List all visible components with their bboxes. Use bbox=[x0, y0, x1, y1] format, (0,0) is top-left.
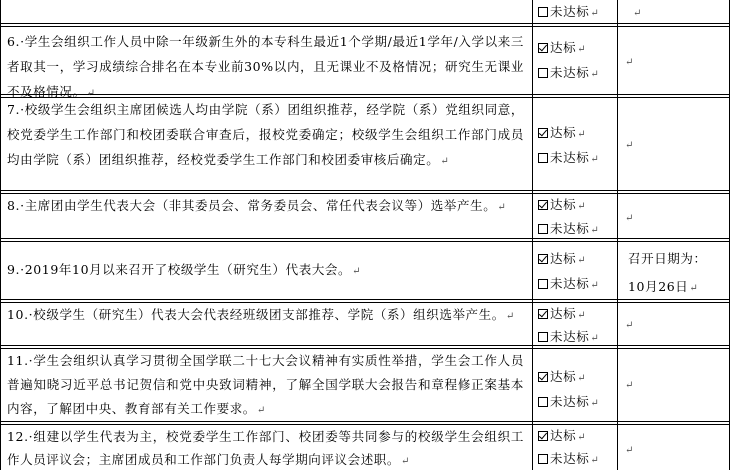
unmet-checkbox[interactable] bbox=[538, 224, 548, 234]
criterion-options bbox=[536, 246, 616, 296]
met-checkbox[interactable] bbox=[538, 200, 548, 210]
paragraph-mark: ↵ bbox=[577, 432, 587, 443]
criterion-note bbox=[618, 48, 729, 73]
text-span: 10月26日 bbox=[628, 279, 689, 294]
row-divider bbox=[0, 190, 730, 191]
text-span: 6.·学生会组织工作人员中除一年级新生外的本专科生最近1个学期/最近1学年/入学以来三者取其一，学习成绩综合排名在本专业前30%以内，且无课业不及格情况；研究生无课业不及格情况。 bbox=[7, 34, 524, 99]
met-checkbox[interactable] bbox=[538, 43, 548, 53]
paragraph-mark: ↵ bbox=[633, 8, 642, 19]
text-span: 9.·2019年10月以来召开了校级学生（研究生）代表大会。 bbox=[7, 262, 352, 277]
text-span: 未达标 bbox=[550, 329, 590, 344]
column-divider-1 bbox=[532, 0, 533, 470]
text-span: 达标 bbox=[550, 369, 577, 384]
paragraph-mark: ↵ bbox=[440, 156, 450, 167]
paragraph-mark: ↵ bbox=[505, 311, 515, 322]
text-span: 未达标 bbox=[550, 65, 590, 80]
paragraph-mark: ↵ bbox=[590, 154, 600, 165]
row-divider bbox=[0, 299, 730, 300]
met-option[interactable] bbox=[538, 246, 616, 271]
unmet-option[interactable] bbox=[538, 60, 616, 85]
met-option[interactable] bbox=[538, 424, 616, 447]
met-checkbox[interactable] bbox=[538, 128, 548, 138]
paragraph-mark: ↵ bbox=[625, 140, 634, 151]
criterion-note bbox=[618, 131, 729, 156]
met-option[interactable] bbox=[538, 120, 616, 145]
text-span: 达标 bbox=[550, 428, 577, 443]
row-divider bbox=[0, 94, 730, 95]
met-checkbox[interactable] bbox=[538, 254, 548, 264]
text-span: 未达标 bbox=[550, 150, 590, 165]
text-span: 未达标 bbox=[550, 221, 590, 236]
paragraph-mark: ↵ bbox=[86, 88, 96, 99]
paragraph-mark: ↵ bbox=[352, 266, 362, 277]
paragraph-mark: ↵ bbox=[625, 380, 634, 391]
unmet-checkbox[interactable] bbox=[538, 332, 548, 342]
row-divider bbox=[0, 26, 730, 27]
criterion-text bbox=[1, 257, 532, 282]
text-span: 7.·校级学生会组织主席团候选人均由学院（系）团组织推荐，经学院（系）党组织同意，校党委学生工作部门和校团委联合审查后，报校党委确定；校级学生会组织工作部门成员均由学院（系）团组织推荐，经校党委学生工作部门和校团委审核后确定。 bbox=[7, 102, 524, 167]
paragraph-mark: ↵ bbox=[590, 280, 600, 291]
text-span: 达标 bbox=[550, 197, 577, 212]
row-divider bbox=[0, 23, 730, 24]
met-option[interactable] bbox=[538, 193, 616, 217]
criterion-options bbox=[536, 364, 616, 414]
text-span: 10.·校级学生（研究生）代表大会代表经班级团支部推荐、学院（系）组织选举产生。 bbox=[7, 307, 505, 322]
criterion-options bbox=[536, 424, 616, 470]
unmet-checkbox[interactable] bbox=[538, 153, 548, 163]
top-row-options bbox=[536, 0, 616, 23]
met-checkbox[interactable] bbox=[538, 431, 548, 441]
criterion-options bbox=[536, 120, 616, 175]
criterion-text bbox=[1, 425, 532, 470]
unmet-checkbox[interactable] bbox=[538, 397, 548, 407]
paragraph-mark: ↵ bbox=[401, 456, 410, 467]
unmet-option[interactable] bbox=[538, 145, 616, 170]
criterion-note bbox=[618, 311, 729, 336]
unmet-checkbox[interactable] bbox=[538, 454, 548, 464]
text-span: 达标 bbox=[550, 306, 577, 321]
paragraph-mark: ↵ bbox=[577, 44, 587, 55]
row-divider bbox=[0, 238, 730, 239]
met-option[interactable] bbox=[538, 35, 616, 60]
text-span: 11.·学生会组织认真学习贯彻全国学联二十七大会议精神有实质性举措，学生会工作人员普遍知晓习近平总书记贺信和党中央致词精神，了解全国学联大会报告和章程修正案基本内容，了解团中央、教育部有关工作要求。 bbox=[7, 353, 524, 416]
top-row-note bbox=[618, 0, 729, 23]
criterion-text bbox=[1, 194, 532, 238]
text-span: 达标 bbox=[550, 125, 577, 140]
meeting-date-note bbox=[618, 245, 729, 299]
text-span: 未达标 bbox=[550, 394, 590, 409]
paragraph-mark: ↵ bbox=[497, 202, 507, 213]
paragraph-mark: ↵ bbox=[577, 201, 587, 212]
paragraph-mark: ↵ bbox=[590, 455, 600, 466]
text-span: 未达标 bbox=[550, 451, 590, 466]
criterion-options bbox=[536, 302, 616, 345]
text-span: 达标 bbox=[550, 251, 577, 266]
unmet-checkbox[interactable] bbox=[538, 279, 548, 289]
table-border-right bbox=[729, 0, 730, 470]
row-divider bbox=[0, 241, 730, 242]
paragraph-mark: ↵ bbox=[625, 57, 634, 68]
unmet-checkbox[interactable] bbox=[538, 68, 548, 78]
paragraph-mark: ↵ bbox=[256, 405, 266, 416]
paragraph-mark: ↵ bbox=[590, 8, 600, 19]
met-checkbox[interactable] bbox=[538, 309, 548, 319]
paragraph-mark: ↵ bbox=[577, 255, 587, 266]
criterion-text bbox=[1, 349, 532, 421]
criterion-text bbox=[1, 303, 532, 345]
paragraph-mark: ↵ bbox=[577, 129, 587, 140]
unmet-option[interactable] bbox=[538, 271, 616, 296]
paragraph-mark: ↵ bbox=[689, 283, 699, 294]
text-span: 12.·组建以学生代表为主，校党委学生工作部门、校团委等共同参与的校级学生会组织工作人员评议会；主席团成员和工作部门负责人每学期向评议会述职。 bbox=[7, 429, 524, 467]
criterion-options bbox=[536, 193, 616, 238]
paragraph-mark: ↵ bbox=[590, 398, 600, 409]
text-span: 达标 bbox=[550, 40, 577, 55]
unmet-option[interactable] bbox=[538, 325, 616, 347]
paragraph-mark: ↵ bbox=[625, 320, 634, 331]
unmet-option[interactable] bbox=[538, 389, 616, 414]
paragraph-mark: ↵ bbox=[625, 213, 634, 224]
paragraph-mark: ↵ bbox=[590, 333, 600, 344]
criterion-options bbox=[536, 35, 616, 90]
met-checkbox[interactable] bbox=[538, 372, 548, 382]
criterion-note bbox=[618, 371, 729, 396]
row-divider bbox=[0, 345, 730, 346]
paragraph-mark: ↵ bbox=[577, 373, 587, 384]
unmet-label: 未达标 bbox=[550, 4, 590, 19]
meeting-date-value bbox=[628, 273, 729, 303]
paragraph-mark: ↵ bbox=[590, 225, 600, 236]
unmet-checkbox[interactable] bbox=[538, 7, 548, 17]
paragraph-mark: ↵ bbox=[590, 69, 600, 80]
met-option[interactable] bbox=[538, 302, 616, 325]
criterion-text bbox=[1, 97, 532, 190]
paragraph-mark: ↵ bbox=[625, 445, 634, 456]
met-option[interactable] bbox=[538, 364, 616, 389]
criterion-note bbox=[618, 204, 729, 229]
criterion-note bbox=[618, 436, 729, 461]
paragraph-mark: ↵ bbox=[577, 310, 587, 321]
text-span: 未达标 bbox=[550, 276, 590, 291]
criterion-text bbox=[1, 29, 532, 99]
unmet-option[interactable] bbox=[538, 217, 616, 241]
text-span: 8.·主席团由学生代表大会（非其委员会、常务委员会、常任代表会议等）选举产生。 bbox=[7, 198, 497, 213]
unmet-option[interactable] bbox=[538, 447, 616, 470]
meeting-date-label: 召开日期为： bbox=[628, 251, 707, 266]
